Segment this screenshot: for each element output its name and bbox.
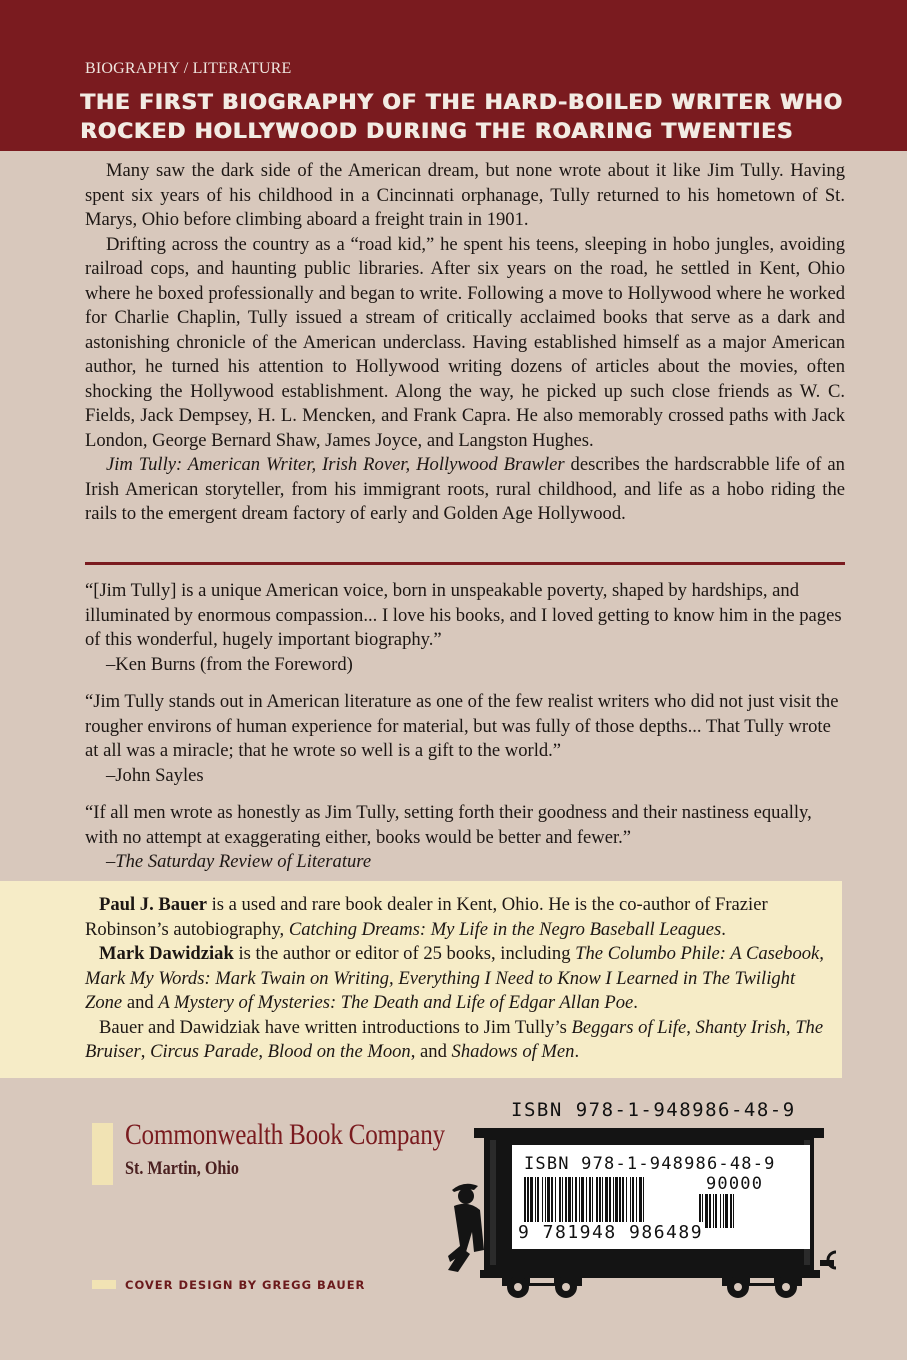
barcode-bar bbox=[723, 1194, 724, 1228]
publisher-name: Commonwealth Book Company bbox=[125, 1118, 445, 1151]
bio-text: and bbox=[122, 992, 159, 1013]
quote-attribution: –Ken Burns (from the Foreword) bbox=[106, 653, 353, 675]
barcode-isbn-text: ISBN 978-1-948986-48-9 bbox=[524, 1154, 776, 1174]
category-label: BIOGRAPHY / LITERATURE bbox=[85, 60, 292, 77]
boxcar-roof bbox=[474, 1128, 824, 1138]
publisher-city: St. Martin, Ohio bbox=[125, 1158, 239, 1179]
quote-text: “[Jim Tully] is a unique American voice, born in unspeakable poverty, shaped by hardships, and illuminated by enormous compassion... I love his books, and I loved getting to know him in the pages of this wonderful, hugely important biography.” bbox=[85, 580, 842, 650]
bio-joint: Bauer and Dawidziak have written introductions to Jim Tully’s Beggars of Life, Shanty Irish, The Bruiser, Circus Parade, Blood on the Moon, and Shadows of Men. bbox=[85, 1016, 824, 1062]
addon-barcode bbox=[699, 1194, 775, 1228]
author-bios bbox=[85, 893, 827, 1065]
book-titles: The Columbo Phile: A Casebook, Mark My Words: Mark Twain on Writing, Everything I Need to Know I Learned in The Twilight Zone bbox=[85, 943, 824, 1013]
barcode-bar bbox=[725, 1194, 728, 1228]
book-title: Jim Tully: American Writer, Irish Rover, Hollywood Brawler bbox=[106, 454, 565, 475]
bio-mark-dawidziak bbox=[85, 942, 827, 1016]
quote-attribution: –John Sayles bbox=[106, 764, 204, 786]
cover-design-credit: COVER DESIGN BY GREGG BAUER bbox=[125, 1278, 366, 1292]
barcode-bar bbox=[705, 1194, 708, 1228]
quote-ken-burns bbox=[85, 579, 845, 677]
wheel-hub bbox=[782, 1283, 790, 1291]
tagline-line-2: ROCKED HOLLYWOOD DURING THE ROARING TWENTIES bbox=[80, 119, 794, 144]
description-paragraph-1: Many saw the dark side of the American dream, but none wrote about it like Jim Tully. Having spent six years of his childhood in a Cincinnati orphanage, Tully returned to his hometown of St. Marys, Ohio before climbing aboard a freight train in 1901. bbox=[85, 160, 845, 230]
barcode-digits: 9 781948 986489 bbox=[518, 1222, 704, 1243]
credit-accent-bar bbox=[92, 1280, 116, 1289]
barcode-bar bbox=[720, 1194, 721, 1228]
description-paragraph-3-text: describes the hardscrabble life of an Irish American storyteller, from his immigrant roots, rural childhood, and life as a hobo riding the rails to the emergent dream factory of early and Golden Age Hollywood. bbox=[85, 454, 845, 524]
barcode-price-code: 90000 bbox=[706, 1174, 764, 1194]
barcode-bar bbox=[709, 1194, 711, 1228]
quote-john-sayles bbox=[85, 690, 845, 788]
boxcar-rib bbox=[490, 1140, 496, 1265]
book-title: Shadows of Men bbox=[451, 1041, 575, 1062]
bio-text: is a used and rare book dealer in Kent, Ohio. He is the co-author of Frazier Robinson’s autobiography, bbox=[85, 894, 768, 940]
book-title: Blood on the Moon bbox=[267, 1041, 411, 1062]
book-title: Beggars of Life bbox=[571, 1016, 687, 1038]
book-title: Circus Parade bbox=[150, 1041, 259, 1062]
attribution-publication: The Saturday Review of Literature bbox=[115, 851, 372, 872]
quote-attribution bbox=[85, 850, 845, 875]
wheel-hub bbox=[514, 1283, 522, 1291]
tagline-line-1: THE FIRST BIOGRAPHY OF THE HARD-BOILED WRITER WHO bbox=[80, 90, 843, 115]
bio-text: and bbox=[420, 1041, 447, 1062]
bio-text: Bauer and Dawidziak have written introductions to Jim Tully’s bbox=[99, 1016, 572, 1038]
bio-text: . bbox=[574, 1041, 580, 1062]
bio-text: is the author or editor of 25 books, including bbox=[233, 943, 576, 964]
hobo-silhouette bbox=[448, 1184, 484, 1272]
truck-spring bbox=[750, 1278, 774, 1283]
quote-text: “Jim Tully stands out in American literature as one of the few realist writers who did not just visit the rougher environs of human experience for material, but was fully of those depths... That Tully wrote at all was a miracle; that he wrote so well is a gift to the world.” bbox=[85, 691, 839, 761]
wheel-hub bbox=[562, 1283, 570, 1291]
review-quotes bbox=[85, 579, 845, 888]
bio-text: . bbox=[721, 918, 726, 940]
isbn-top-label: ISBN 978-1-948986-48-9 bbox=[511, 1099, 796, 1121]
barcode-bar bbox=[713, 1194, 714, 1228]
book-description bbox=[85, 159, 845, 527]
header-band bbox=[0, 0, 907, 151]
wheel-hub bbox=[734, 1283, 742, 1291]
book-title: Shanty Irish bbox=[695, 1016, 786, 1038]
description-paragraph-3 bbox=[85, 453, 845, 527]
bio-text: . bbox=[633, 992, 638, 1013]
book-title: The Bruiser bbox=[85, 1016, 824, 1062]
truck-spring bbox=[530, 1278, 554, 1283]
section-divider bbox=[85, 562, 845, 565]
quote-saturday-review bbox=[85, 801, 845, 875]
barcode-bar bbox=[730, 1194, 732, 1228]
bio-paul-bauer bbox=[85, 893, 827, 942]
author-name: Paul J. Bauer bbox=[99, 894, 207, 915]
quote-text: “If all men wrote as honestly as Jim Tully, setting forth their goodness and their nastiness equally, with no attempt at exaggerating either, books would be better and fewer.” bbox=[85, 802, 812, 848]
barcode-bar bbox=[733, 1194, 734, 1228]
description-paragraph-2: Drifting across the country as a “road kid,” he spent his teens, sleeping in hobo jungles, avoiding railroad cops, and haunting public libraries. After six years on the road, he settled in Kent, Ohio where he boxed professionally and began to write. Following a move to Hollywood where he worked for Charlie Chaplin, Tully issued a stream of critically acclaimed books that serve as a dark and astonishing chronicle of the American underclass. Having established himself as a major American author, he turned his attention to Hollywood writing dozens of articles about the movies, often shocking the Hollywood establishment. Along the way, he picked up such close friends as W. C. Fields, Jack Dempsey, H. L. Mencken, and Frank Capra. He also memorably crossed paths with Jack London, George Bernard Shaw, James Joyce, and Langston Hughes. bbox=[85, 233, 845, 451]
attribution-dash: – bbox=[106, 851, 116, 872]
publisher-accent-bar bbox=[92, 1123, 113, 1185]
book-title: Catching Dreams: My Life in the Negro Baseball Leagues bbox=[288, 918, 722, 940]
author-name: Mark Dawidziak bbox=[99, 943, 234, 964]
barcode-bar bbox=[715, 1194, 717, 1228]
tagline bbox=[80, 88, 870, 146]
book-title: A Mystery of Mysteries: The Death and Life of Edgar Allan Poe bbox=[158, 992, 634, 1013]
